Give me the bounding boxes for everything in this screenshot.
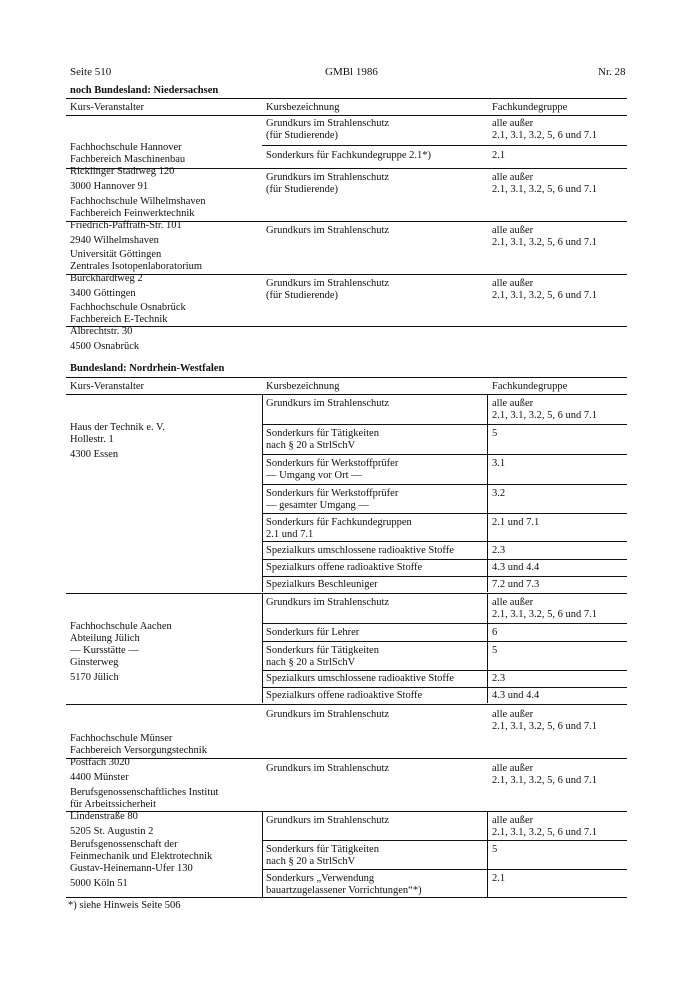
course-name: Sonderkurs für Fachkundegruppen 2.1 und 7.1 xyxy=(266,517,412,540)
course-name: Sonderkurs für Lehrer xyxy=(266,627,360,638)
row-rule xyxy=(262,513,627,514)
course-group: 2.3 xyxy=(492,545,506,556)
course-group: 2.1 xyxy=(492,150,506,161)
course-group: alle außer 2.1, 3.1, 3.2, 5, 6 und 7.1 xyxy=(492,172,597,195)
row-rule xyxy=(262,576,627,577)
course-name: Grundkurs im Strahlenschutz (für Studierende) xyxy=(266,172,390,195)
course-group: 5 xyxy=(492,844,498,855)
course-group: alle außer 2.1, 3.1, 3.2, 5, 6 und 7.1 xyxy=(492,709,597,732)
course-name: Spezialkurs Beschleuniger xyxy=(266,579,378,590)
row-rule xyxy=(262,670,627,671)
course-group: 5 xyxy=(492,645,498,656)
row-rule xyxy=(262,869,627,870)
table-rule xyxy=(66,377,627,378)
issue-number: Nr. 28 xyxy=(598,66,626,78)
row-rule xyxy=(262,641,627,642)
course-name: Sonderkurs für Tätigkeiten nach § 20 a StrlSchV xyxy=(266,645,379,668)
course-group: 4.3 und 4.4 xyxy=(492,690,540,701)
course-name: Spezialkurs offene radioaktive Stoffe xyxy=(266,562,423,573)
column-header-organizer: Kurs-Veranstalter xyxy=(70,102,145,113)
organizer-entry: Fachhochschule Hannover Fachbereich Maschinenbau Ricklinger Stadtweg 120 3000 Hannover 91 xyxy=(70,142,186,192)
course-name: Sonderkurs für Werkstoffprüfer — Umgang vor Ort — xyxy=(266,458,399,481)
table-end-rule xyxy=(66,326,627,327)
course-group: 4.3 und 4.4 xyxy=(492,562,540,573)
course-group: 6 xyxy=(492,627,498,638)
row-rule xyxy=(262,687,627,688)
row-rule xyxy=(66,593,627,594)
course-name: Grundkurs im Strahlenschutz (für Studierende) xyxy=(266,118,390,141)
table-end-rule xyxy=(66,897,627,898)
course-group: 7.2 und 7.3 xyxy=(492,579,540,590)
course-name: Grundkurs im Strahlenschutz xyxy=(266,398,390,409)
course-name: Spezialkurs umschlossene radioaktive Stoffe xyxy=(266,545,454,556)
course-name: Sonderkurs für Tätigkeiten nach § 20 a StrlSchV xyxy=(266,844,379,867)
course-group: 2.1 und 7.1 xyxy=(492,517,540,528)
table-rule xyxy=(66,394,627,395)
journal-issue: GMBl 1986 xyxy=(325,66,378,78)
course-name: Sonderkurs für Fachkundegruppe 2.1*) xyxy=(266,150,432,161)
row-rule xyxy=(66,704,627,705)
course-name: Grundkurs im Strahlenschutz xyxy=(266,763,390,774)
course-name: Grundkurs im Strahlenschutz xyxy=(266,815,390,826)
row-rule xyxy=(262,559,627,560)
column-header-group: Fachkundegruppe xyxy=(492,381,568,392)
column-header-course: Kursbezeichnung xyxy=(266,102,340,113)
organizer-entry: Universität Göttingen Zentrales Isotopenlaboratorium Burckhardtweg 2 3400 Göttingen xyxy=(70,249,203,299)
course-name: Sonderkurs für Tätigkeiten nach § 20 a StrlSchV xyxy=(266,428,379,451)
course-name: Sonderkurs „Verwendung bauartzugelassener Vorrichtungen“*) xyxy=(266,873,422,896)
course-group: 3.1 xyxy=(492,458,506,469)
table-rule xyxy=(66,98,627,99)
row-rule xyxy=(262,484,627,485)
course-name: Grundkurs im Strahlenschutz xyxy=(266,597,390,608)
row-rule xyxy=(66,168,627,169)
course-name: Grundkurs im Strahlenschutz xyxy=(266,225,390,236)
row-rule xyxy=(66,221,627,222)
course-group: alle außer 2.1, 3.1, 3.2, 5, 6 und 7.1 xyxy=(492,763,597,786)
table-rule xyxy=(66,115,627,116)
row-rule xyxy=(262,840,627,841)
row-rule xyxy=(66,758,627,759)
footnote: *) siehe Hinweis Seite 506 xyxy=(68,900,181,911)
course-group: alle außer 2.1, 3.1, 3.2, 5, 6 und 7.1 xyxy=(492,597,597,620)
course-group: alle außer 2.1, 3.1, 3.2, 5, 6 und 7.1 xyxy=(492,225,597,248)
row-rule xyxy=(262,541,627,542)
course-name: Grundkurs im Strahlenschutz (für Studierende) xyxy=(266,278,390,301)
course-group: alle außer 2.1, 3.1, 3.2, 5, 6 und 7.1 xyxy=(492,278,597,301)
organizer-entry: Berufsgenossenschaftliches Institut für Arbeitssicherheit Lindenstraße 80 5205 St. Augustin 2 xyxy=(70,787,219,837)
organizer-entry: Fachhochschule Aachen Abteilung Jülich — Kursstätte — Ginsterweg 5170 Jülich xyxy=(70,621,172,683)
row-rule xyxy=(66,811,627,812)
section-title-nordrhein-westfalen: Bundesland: Nordrhein-Westfalen xyxy=(70,363,225,374)
course-name: Grundkurs im Strahlenschutz xyxy=(266,709,390,720)
course-name: Spezialkurs umschlossene radioaktive Stoffe xyxy=(266,673,454,684)
row-rule xyxy=(262,623,627,624)
column-divider xyxy=(262,811,263,897)
course-group: alle außer 2.1, 3.1, 3.2, 5, 6 und 7.1 xyxy=(492,815,597,838)
course-group: 2.1 xyxy=(492,873,506,884)
column-header-group: Fachkundegruppe xyxy=(492,102,568,113)
course-group: 3.2 xyxy=(492,488,506,499)
course-group: alle außer 2.1, 3.1, 3.2, 5, 6 und 7.1 xyxy=(492,118,597,141)
course-name: Sonderkurs für Werkstoffprüfer — gesamter Umgang — xyxy=(266,488,399,511)
course-group: 5 xyxy=(492,428,498,439)
organizer-entry: Haus der Technik e. V. Hollestr. 1 4300 Essen xyxy=(70,422,165,460)
course-group: 2.3 xyxy=(492,673,506,684)
column-header-course: Kursbezeichnung xyxy=(266,381,340,392)
row-rule xyxy=(66,274,627,275)
row-rule xyxy=(262,424,627,425)
row-rule xyxy=(262,145,627,146)
organizer-entry: Fachhochschule Osnabrück Fachbereich E-Technik Albrechtstr. 30 4500 Osnabrück xyxy=(70,302,186,352)
course-name: Spezialkurs offene radioaktive Stoffe xyxy=(266,690,423,701)
course-group: alle außer 2.1, 3.1, 3.2, 5, 6 und 7.1 xyxy=(492,398,597,421)
page-number: Seite 510 xyxy=(70,66,112,78)
column-divider xyxy=(487,811,488,897)
organizer-entry: Fachhochschule Münser Fachbereich Versorgungstechnik Postfach 3020 4400 Münster xyxy=(70,733,207,783)
row-rule xyxy=(262,454,627,455)
column-header-organizer: Kurs-Veranstalter xyxy=(70,381,145,392)
organizer-entry: Fachhochschule Wilhelmshaven Fachbereich Feinwerktechnik Friedrich-Paffrath-Str. 101 2940 Wilhelmshaven xyxy=(70,196,206,246)
section-title-niedersachsen: noch Bundesland: Niedersachsen xyxy=(70,85,219,96)
organizer-entry: Berufsgenossenschaft der Feinmechanik und Elektrotechnik Gustav-Heinemann-Ufer 130 5000 Köln 51 xyxy=(70,839,213,889)
